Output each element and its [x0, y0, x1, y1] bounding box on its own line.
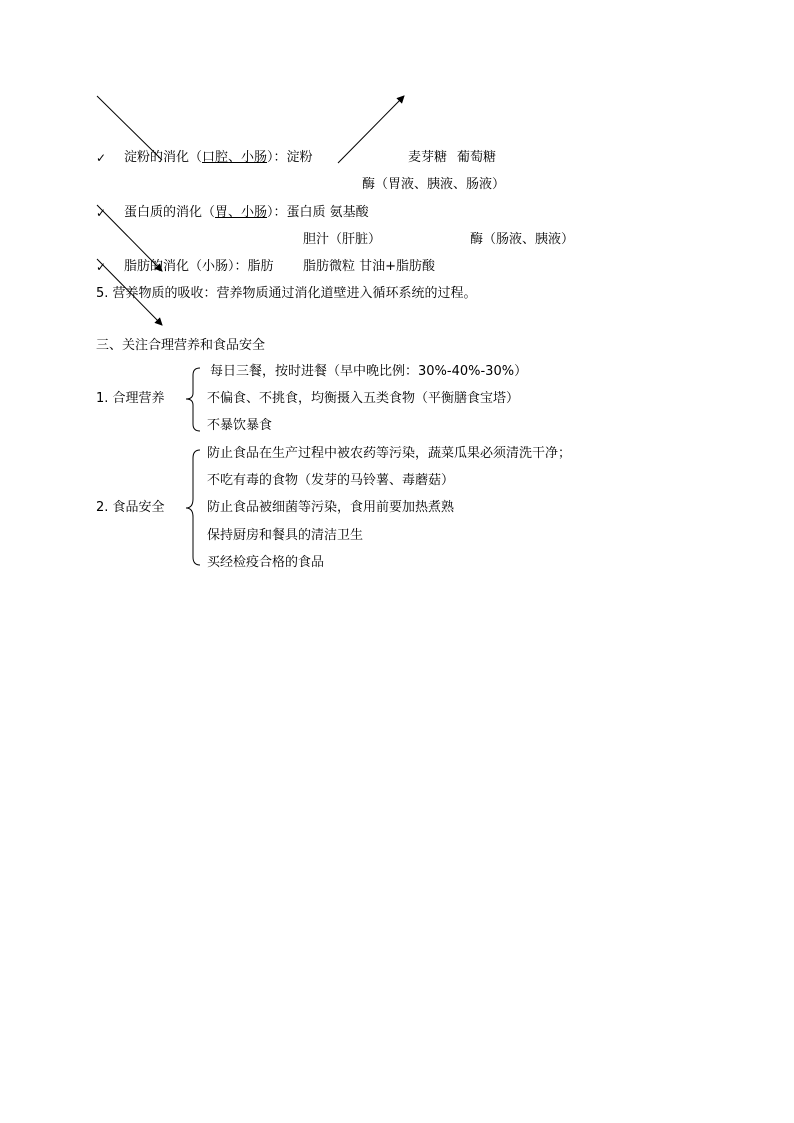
- starch-arrow: [338, 96, 404, 163]
- nutrition-label: 1. 合理营养: [96, 391, 165, 406]
- starch-digestion-title: 淀粉的消化（口腔、小肠）：淀粉: [124, 150, 313, 165]
- check-icon: ✓: [96, 206, 107, 220]
- fat-digestion-title: 脂肪的消化（小肠）：脂肪: [124, 259, 274, 274]
- check-icon: ✓: [96, 151, 107, 165]
- safety-item: 买经检疫合格的食品: [207, 555, 325, 570]
- nutrition-item: 不偏食、不挑食，均衡摄入五类食物（平衡膳食宝塔）: [207, 391, 520, 406]
- starch-product-glucose: 葡萄糖: [457, 150, 497, 165]
- check-icon: ✓: [96, 260, 107, 274]
- starch-product-maltose: 麦芽糖: [408, 150, 448, 165]
- nutrition-brace: [186, 368, 200, 431]
- protein-digestion-title: 蛋白质的消化（胃、小肠）：蛋白质 氨基酸: [124, 205, 369, 220]
- nutrition-item: 每日三餐，按时进餐（早中晚比例：30%-40%-30%）: [210, 364, 528, 379]
- safety-item: 不吃有毒的食物（发芽的马铃薯、毒蘑菇）: [207, 473, 455, 488]
- section-heading: 三、关注合理营养和食品安全: [96, 338, 266, 353]
- nutrition-item: 不暴饮暴食: [207, 418, 273, 433]
- protein-bile-note: 胆汁（肝脏）: [303, 232, 382, 247]
- starch-enzyme-note: 酶（胃液、胰液、肠液）: [362, 177, 506, 192]
- safety-item: 防止食品在生产过程中被农药等污染，蔬菜瓜果必须清洗干净；: [207, 446, 572, 461]
- safety-label: 2. 食品安全: [96, 500, 165, 515]
- absorption-definition: 5. 营养物质的吸收：营养物质通过消化道壁进入循环系统的过程。: [96, 286, 477, 301]
- safety-item: 保持厨房和餐具的清洁卫生: [207, 528, 364, 543]
- safety-brace: [186, 450, 200, 565]
- fat-digestion-products: 脂肪微粒 甘油+脂肪酸: [303, 259, 436, 274]
- protein-enzyme-note: 酶（肠液、胰液）: [470, 232, 575, 247]
- safety-item: 防止食品被细菌等污染，食用前要加热煮熟: [207, 500, 455, 515]
